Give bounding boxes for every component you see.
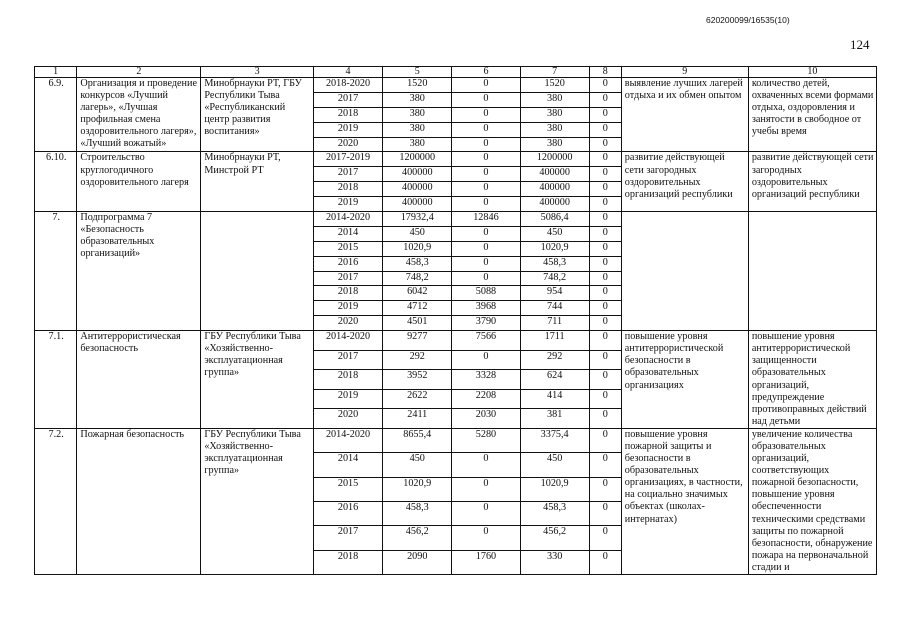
period-cell: 2016 bbox=[313, 501, 382, 525]
republic-cell: 450 bbox=[520, 226, 589, 241]
header-row bbox=[35, 67, 877, 78]
item-executor: Минобрнауки РТ, ГБУ Республики Тыва «Республиканский центр развития воспитания» bbox=[201, 78, 314, 152]
total-cell: 458,3 bbox=[383, 501, 452, 525]
item-result: повышение уровня пожарной защиты и безопасности в образовательных организациях, в частности, на социально значимых объектах (школах-интернатах) bbox=[621, 428, 748, 574]
total-cell: 3952 bbox=[383, 370, 452, 390]
other-cell: 0 bbox=[589, 526, 621, 550]
item-result: выявление лучших лагерей отдыха и их обмен опытом bbox=[621, 78, 748, 152]
total-cell: 4712 bbox=[383, 301, 452, 316]
table-row bbox=[35, 78, 877, 93]
item-result: развитие действующей сети загородных оздоровительных организаций республики bbox=[621, 152, 748, 212]
other-cell: 0 bbox=[589, 453, 621, 477]
republic-cell: 381 bbox=[520, 409, 589, 429]
period-cell: 2020 bbox=[313, 137, 382, 152]
total-cell: 458,3 bbox=[383, 256, 452, 271]
other-cell: 0 bbox=[589, 241, 621, 256]
period-cell: 2017 bbox=[313, 167, 382, 182]
other-cell: 0 bbox=[589, 409, 621, 429]
total-cell: 292 bbox=[383, 350, 452, 370]
header-cell: 1 bbox=[35, 67, 77, 78]
period-cell: 2020 bbox=[313, 409, 382, 429]
other-cell: 0 bbox=[589, 107, 621, 122]
other-cell: 0 bbox=[589, 477, 621, 501]
item-name: Организация и проведение конкурсов «Лучший лагерь», «Лучшая профильная смена оздоровительного лагеря», «Лучший вожатый» bbox=[77, 78, 201, 152]
federal-cell: 0 bbox=[452, 78, 520, 93]
federal-cell: 3328 bbox=[452, 370, 520, 390]
other-cell: 0 bbox=[589, 226, 621, 241]
federal-cell: 1760 bbox=[452, 550, 520, 574]
table-row bbox=[35, 152, 877, 167]
header-cell: 7 bbox=[520, 67, 589, 78]
period-cell: 2019 bbox=[313, 197, 382, 212]
republic-cell: 450 bbox=[520, 453, 589, 477]
other-cell: 0 bbox=[589, 370, 621, 390]
item-indicator: количество детей, охваченных всеми формами отдыха, оздоровления и занятости в свободное от учебы время bbox=[748, 78, 876, 152]
item-name: Строительство круглогодичного оздоровительного лагеря bbox=[77, 152, 201, 212]
period-cell: 2014-2020 bbox=[313, 428, 382, 452]
republic-cell: 1020,9 bbox=[520, 477, 589, 501]
republic-cell: 954 bbox=[520, 286, 589, 301]
federal-cell: 0 bbox=[452, 477, 520, 501]
period-cell: 2017 bbox=[313, 526, 382, 550]
federal-cell: 0 bbox=[452, 241, 520, 256]
federal-cell: 0 bbox=[452, 152, 520, 167]
total-cell: 1020,9 bbox=[383, 241, 452, 256]
federal-cell: 0 bbox=[452, 92, 520, 107]
period-cell: 2019 bbox=[313, 389, 382, 409]
other-cell: 0 bbox=[589, 350, 621, 370]
federal-cell: 0 bbox=[452, 107, 520, 122]
republic-cell: 3375,4 bbox=[520, 428, 589, 452]
republic-cell: 380 bbox=[520, 137, 589, 152]
republic-cell: 380 bbox=[520, 107, 589, 122]
period-cell: 2014 bbox=[313, 226, 382, 241]
period-cell: 2014 bbox=[313, 453, 382, 477]
header-cell: 4 bbox=[313, 67, 382, 78]
total-cell: 9277 bbox=[383, 331, 452, 351]
period-cell: 2018 bbox=[313, 550, 382, 574]
federal-cell: 0 bbox=[452, 197, 520, 212]
federal-cell: 7566 bbox=[452, 331, 520, 351]
total-cell: 8655,4 bbox=[383, 428, 452, 452]
republic-cell: 458,3 bbox=[520, 256, 589, 271]
total-cell: 2411 bbox=[383, 409, 452, 429]
total-cell: 4501 bbox=[383, 316, 452, 331]
header-cell: 2 bbox=[77, 67, 201, 78]
federal-cell: 5088 bbox=[452, 286, 520, 301]
period-cell: 2018 bbox=[313, 286, 382, 301]
item-result: повышение уровня антитеррористической безопасности в образовательных организациях bbox=[621, 331, 748, 429]
item-name: Антитеррористическая безопасность bbox=[77, 331, 201, 429]
republic-cell: 414 bbox=[520, 389, 589, 409]
other-cell: 0 bbox=[589, 137, 621, 152]
other-cell: 0 bbox=[589, 550, 621, 574]
republic-cell: 400000 bbox=[520, 167, 589, 182]
federal-cell: 0 bbox=[452, 226, 520, 241]
other-cell: 0 bbox=[589, 92, 621, 107]
republic-cell: 458,3 bbox=[520, 501, 589, 525]
period-cell: 2018-2020 bbox=[313, 78, 382, 93]
header-cell: 6 bbox=[452, 67, 520, 78]
federal-cell: 5280 bbox=[452, 428, 520, 452]
period-cell: 2014-2020 bbox=[313, 331, 382, 351]
republic-cell: 456,2 bbox=[520, 526, 589, 550]
federal-cell: 2030 bbox=[452, 409, 520, 429]
total-cell: 450 bbox=[383, 453, 452, 477]
total-cell: 400000 bbox=[383, 197, 452, 212]
period-cell: 2017-2019 bbox=[313, 152, 382, 167]
total-cell: 380 bbox=[383, 107, 452, 122]
other-cell: 0 bbox=[589, 152, 621, 167]
item-executor: ГБУ Республики Тыва «Хозяйственно-эксплуатационная группа» bbox=[201, 331, 314, 429]
other-cell: 0 bbox=[589, 212, 621, 227]
total-cell: 1020,9 bbox=[383, 477, 452, 501]
period-cell: 2018 bbox=[313, 107, 382, 122]
total-cell: 1520 bbox=[383, 78, 452, 93]
federal-cell: 12846 bbox=[452, 212, 520, 227]
table-row bbox=[35, 428, 877, 452]
republic-cell: 400000 bbox=[520, 182, 589, 197]
total-cell: 380 bbox=[383, 137, 452, 152]
other-cell: 0 bbox=[589, 428, 621, 452]
federal-cell: 0 bbox=[452, 501, 520, 525]
document-code: 620200099/16535(10) bbox=[706, 15, 790, 25]
republic-cell: 1520 bbox=[520, 78, 589, 93]
period-cell: 2015 bbox=[313, 477, 382, 501]
federal-cell: 0 bbox=[452, 526, 520, 550]
other-cell: 0 bbox=[589, 301, 621, 316]
other-cell: 0 bbox=[589, 78, 621, 93]
total-cell: 2090 bbox=[383, 550, 452, 574]
table-row bbox=[35, 331, 877, 351]
other-cell: 0 bbox=[589, 271, 621, 286]
republic-cell: 292 bbox=[520, 350, 589, 370]
total-cell: 17932,4 bbox=[383, 212, 452, 227]
item-indicator: повышение уровня антитеррористической защищенности образовательных организаций, предупреждение противоправных действий над детьми bbox=[748, 331, 876, 429]
item-number: 7.2. bbox=[35, 428, 77, 574]
republic-cell: 1711 bbox=[520, 331, 589, 351]
federal-cell: 3968 bbox=[452, 301, 520, 316]
other-cell: 0 bbox=[589, 122, 621, 137]
other-cell: 0 bbox=[589, 316, 621, 331]
other-cell: 0 bbox=[589, 389, 621, 409]
header-cell: 3 bbox=[201, 67, 314, 78]
period-cell: 2017 bbox=[313, 350, 382, 370]
period-cell: 2018 bbox=[313, 182, 382, 197]
program-table bbox=[34, 66, 877, 575]
federal-cell: 0 bbox=[452, 453, 520, 477]
total-cell: 456,2 bbox=[383, 526, 452, 550]
item-number: 7.1. bbox=[35, 331, 77, 429]
period-cell: 2020 bbox=[313, 316, 382, 331]
item-number: 6.10. bbox=[35, 152, 77, 212]
other-cell: 0 bbox=[589, 286, 621, 301]
republic-cell: 380 bbox=[520, 122, 589, 137]
item-executor: Минобрнауки РТ, Минстрой РТ bbox=[201, 152, 314, 212]
total-cell: 450 bbox=[383, 226, 452, 241]
federal-cell: 0 bbox=[452, 350, 520, 370]
federal-cell: 0 bbox=[452, 167, 520, 182]
other-cell: 0 bbox=[589, 182, 621, 197]
period-cell: 2017 bbox=[313, 271, 382, 286]
header-cell: 10 bbox=[748, 67, 876, 78]
federal-cell: 0 bbox=[452, 137, 520, 152]
total-cell: 400000 bbox=[383, 167, 452, 182]
republic-cell: 748,2 bbox=[520, 271, 589, 286]
total-cell: 380 bbox=[383, 92, 452, 107]
other-cell: 0 bbox=[589, 197, 621, 212]
item-executor bbox=[201, 212, 314, 331]
federal-cell: 3790 bbox=[452, 316, 520, 331]
item-executor: ГБУ Республики Тыва «Хозяйственно-эксплуатационная группа» bbox=[201, 428, 314, 574]
item-indicator: увеличение количества образовательных организаций, соответствующих пожарной безопасности, повышение уровня обеспеченности техническими средствами защиты по пожарной безопасности, обнаружение пожара на первоначальной стадии и bbox=[748, 428, 876, 574]
header-cell: 8 bbox=[589, 67, 621, 78]
federal-cell: 0 bbox=[452, 122, 520, 137]
republic-cell: 1020,9 bbox=[520, 241, 589, 256]
total-cell: 380 bbox=[383, 122, 452, 137]
other-cell: 0 bbox=[589, 501, 621, 525]
period-cell: 2017 bbox=[313, 92, 382, 107]
total-cell: 1200000 bbox=[383, 152, 452, 167]
item-number: 7. bbox=[35, 212, 77, 331]
period-cell: 2014-2020 bbox=[313, 212, 382, 227]
republic-cell: 400000 bbox=[520, 197, 589, 212]
total-cell: 2622 bbox=[383, 389, 452, 409]
republic-cell: 624 bbox=[520, 370, 589, 390]
federal-cell: 0 bbox=[452, 271, 520, 286]
item-indicator: развитие действующей сети загородных оздоровительных организаций республики bbox=[748, 152, 876, 212]
republic-cell: 1200000 bbox=[520, 152, 589, 167]
period-cell: 2018 bbox=[313, 370, 382, 390]
other-cell: 0 bbox=[589, 331, 621, 351]
period-cell: 2019 bbox=[313, 122, 382, 137]
republic-cell: 330 bbox=[520, 550, 589, 574]
period-cell: 2016 bbox=[313, 256, 382, 271]
total-cell: 400000 bbox=[383, 182, 452, 197]
header-cell: 9 bbox=[621, 67, 748, 78]
republic-cell: 5086,4 bbox=[520, 212, 589, 227]
other-cell: 0 bbox=[589, 167, 621, 182]
federal-cell: 0 bbox=[452, 256, 520, 271]
item-result bbox=[621, 212, 748, 331]
total-cell: 6042 bbox=[383, 286, 452, 301]
republic-cell: 744 bbox=[520, 301, 589, 316]
table-row bbox=[35, 212, 877, 227]
period-cell: 2015 bbox=[313, 241, 382, 256]
header-cell: 5 bbox=[383, 67, 452, 78]
other-cell: 0 bbox=[589, 256, 621, 271]
republic-cell: 711 bbox=[520, 316, 589, 331]
item-indicator bbox=[748, 212, 876, 331]
page-number: 124 bbox=[850, 37, 870, 52]
federal-cell: 0 bbox=[452, 182, 520, 197]
period-cell: 2019 bbox=[313, 301, 382, 316]
item-name: Подпрограмма 7 «Безопасность образовательных организаций» bbox=[77, 212, 201, 331]
republic-cell: 380 bbox=[520, 92, 589, 107]
total-cell: 748,2 bbox=[383, 271, 452, 286]
federal-cell: 2208 bbox=[452, 389, 520, 409]
item-name: Пожарная безопасность bbox=[77, 428, 201, 574]
item-number: 6.9. bbox=[35, 78, 77, 152]
